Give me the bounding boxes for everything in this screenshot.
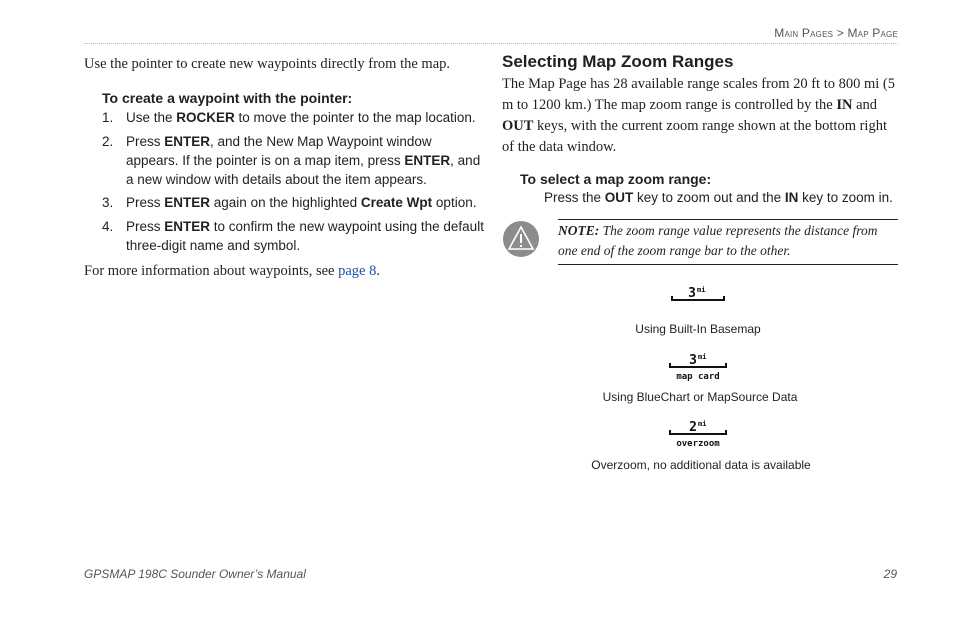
step-text: Press [126,219,165,234]
more-info-text: For more information about waypoints, see [84,263,339,279]
section-heading-zoom-ranges: Selecting Map Zoom Ranges [502,52,734,71]
caption-basemap: Using Built-In Basemap [635,322,761,336]
step-key: ENTER [164,219,211,234]
caption-bluechart: Using BlueChart or MapSource Data [602,390,798,404]
steps-list [84,108,484,255]
list-item [84,132,484,189]
left-column [84,54,484,282]
right-column [502,52,900,207]
zoom-bar-icon [670,284,726,304]
zoom-ranges-paragraph [502,74,900,158]
header-divider [84,43,898,44]
more-info-end: . [376,263,380,279]
step-number: 4. [102,219,114,234]
step-key: ENTER [164,134,211,149]
step-text: Press [126,195,165,210]
caption-overzoom: Overzoom, no additional data is available [591,458,811,472]
zoom-unit: mi [698,420,707,428]
out-key: OUT [604,190,634,205]
step-text: Use the [126,110,177,125]
step-text: , and a new window with details about the item appears. [126,153,481,187]
instr-text: Press the [544,190,605,205]
step-text: again on the highlighted [210,195,361,210]
para-text: keys, with the current zoom range shown at the bottom right of the data window. [502,118,887,155]
breadcrumb-section: Main Pages [774,26,834,40]
zoom-value: 3 [689,353,697,368]
step-number: 3. [102,195,114,210]
zoom-value: 3 [688,286,696,301]
note-box [558,219,898,265]
breadcrumb-page: Map Page [847,26,898,40]
note-text: The zoom range value represents the distance from one end of the zoom range bar to the other. [558,223,878,258]
step-text: to move the pointer to the map location. [234,110,476,125]
zoom-scale-basemap [670,284,726,304]
intro-paragraph: Use the pointer to create new waypoints directly from the map. [84,56,451,72]
page-number: 29 [883,567,897,581]
zoom-unit: mi [697,286,706,294]
zoom-scale-map-card [668,351,728,383]
footer-manual-title: GPSMAP 198C Sounder Owner’s Manual [84,567,306,581]
warning-icon [502,220,540,258]
zoom-instruction [502,188,900,207]
list-item [84,217,484,255]
step-number: 2. [102,134,114,149]
instr-text: key to zoom in. [798,190,893,205]
zoom-sublabel: map card [676,372,720,382]
list-item [84,193,484,212]
procedure-heading-zoom: To select a map zoom range: [520,171,712,187]
step-key: ROCKER [176,110,235,125]
step-text: Press [126,134,165,149]
step-text: option. [432,195,477,210]
step-key: ENTER [164,195,211,210]
procedure-heading-create-waypoint: To create a waypoint with the pointer: [102,90,353,106]
step-option: Create Wpt [360,195,433,210]
breadcrumb [774,26,898,40]
instr-text: key to zoom out and the [633,190,785,205]
step-text: to confirm the new waypoint using the default three-digit name and symbol. [126,219,484,253]
page-8-link[interactable]: page 8 [338,263,377,279]
step-number: 1. [102,110,114,125]
more-info-paragraph [84,261,484,282]
breadcrumb-separator: > [836,26,844,40]
out-key: OUT [502,118,534,134]
para-text: and [852,97,878,113]
zoom-sublabel: overzoom [676,439,720,449]
list-item [84,108,484,127]
in-key: IN [784,190,799,205]
zoom-unit: mi [698,353,707,361]
zoom-bar-icon [668,351,728,383]
note-label: NOTE: [558,223,600,238]
zoom-bar-icon [668,418,728,450]
para-text: The Map Page has 28 available range scales from 20 ft to 800 mi (5 m to 1200 km.) The map zoom range is controlled by the [502,76,895,113]
zoom-scale-overzoom [668,418,728,450]
zoom-value: 2 [689,420,697,435]
in-key: IN [836,97,853,113]
step-key: ENTER [404,153,451,168]
step-text: , and the New Map Waypoint window appears. If the pointer is on a map item, press [126,134,432,168]
